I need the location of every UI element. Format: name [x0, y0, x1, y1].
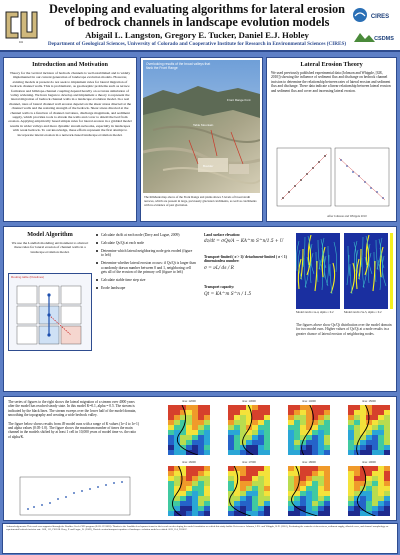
poster-title: Developing and evaluating algorithms for lateral erosion of bedrock channels in landscape evolution models: [48, 2, 346, 29]
svg-text:CSDMS: CSDMS: [374, 36, 394, 42]
acknowledgements: Acknowledgements: This work was supported through the Boulder Creek CZO program (EAR-1331828). Thanks to the Landlab development team for their work on developing the model foundation on which this study builds. References: Johnson, J.P.L. and Whipple, K.X. (2010), Evaluating the controls of shear stress, sediment supply, alluvial cover, and channel morphology on experimental bedrock incision rate. JGR, 115, F02018. Davy, P. and Lague, D. (2009), Fluvial erosion/transport equation of landscape evolution models revisited. JGR, 114, F03007.: [2, 523, 398, 554]
channel-shift-plot: [14, 475, 134, 519]
transport-capacity-equation: Qt = KA^m S^n / 1.5: [204, 291, 252, 297]
results-paragraph-1: The series of figures to the right shows the lateral migration of a stream over 4000 years after the model has reached steady state. In this model K=0.1, alpha = 0.5. The stream is indicated by the black lines. The stream sweeps over the lower half of the model domain, smoothing the topography and creating a wide bedrock valley.: [8, 400, 137, 418]
algorithm-step: Calculate dz/dt at each node (Davy and Lague, 2009): [96, 233, 196, 237]
johnson-whipple-plot: [273, 146, 392, 212]
transport-capacity-label: Transport capacity:: [204, 285, 235, 290]
timestep-label: time: 17000: [242, 461, 256, 464]
cires-logo: [352, 4, 396, 26]
photo-inset-text: Overlooking results of the broad valleys that flank the Front Range: [146, 62, 211, 70]
land-surface-label: Land surface elevation:: [204, 233, 241, 237]
results-panel: [3, 396, 397, 521]
lateral-theory-body: We used previously published experimental data (Johnson and Whipple, [GR, 2010]) showing the influence of sediment flux and discharge on bedrock channel incision to determine the relationship between rates of lateral erosion and sediment flux and discharge. These data indicate a linear relationship between lateral erosion and sediment flux and cover and increasing lateral erosion.: [271, 71, 391, 93]
model-alg-left: [8, 231, 92, 254]
cu-logo: [4, 6, 38, 44]
timestep-frame: [222, 461, 276, 519]
poster-header: [0, 0, 400, 52]
intro-body: Theory for the vertical incision of bedrock channels is well established and is widely implemented in our current generation of landscape evolution models. However, existing models at present do not seek to implement rules for lateral migration of bedrock channel walls. This is problematic, as geomorphic problems such as terrace formation and hillslope-channel coupling depend heavily on accurate simulation of valley widening. We have begun to develop and implement a theory to represent the lateral migration of bedrock channel walls in a landscape evolution model. In a real channel, rates of lateral channel wall erosion depend on the shear stress directed at the channel walls and the resisting strength of the bedrock. Shear stress directed at the channel walls is a function of channel curvature, discharge magnitude, and sediment supply, which provides tools to abrade the walls and cover to shield the bed from erosion. Applying empirically based simple rules for lateral erosion in a gridded model results in wider valleys and more dynamic stream networks, especially in landscapes with weak bedrock. To our knowledge, these efforts represent the first attempt to incorporate lateral erosion in a network-based landscape evolution model.: [8, 71, 132, 137]
timestep-label: time: 16000: [182, 461, 196, 464]
poster-department: Department of Geological Sciences, University of Colorado and Cooperative Institute for Research in Environmental Sciences (CIRES): [47, 41, 347, 47]
timestep-frame: [222, 400, 276, 458]
timestep-frame: [282, 400, 336, 458]
algorithm-step: Calculate Qs/Qt at each node: [96, 241, 196, 245]
timestep-frame: [342, 461, 396, 519]
label-front-range: Front Range front: [227, 98, 251, 102]
transport-label: Transport-limited ( σ > 1)/ detachment-limited ( σ < 1) dimensionless number:: [204, 254, 287, 264]
algorithm-step: Calculate stable time step size: [96, 278, 196, 282]
photo-panel: [140, 57, 263, 222]
results-text: [8, 400, 140, 439]
photo-caption: The hillshade map above of the Front Range and plains shows 3 levels of broad strath terraces, which are present in large, previously glaciated catchments, as well as catchments with no evidence of past glaciation.: [144, 195, 257, 207]
lateral-theory-heading: Lateral Erosion Theory: [300, 61, 363, 68]
model-algorithm-panel: [3, 226, 397, 392]
timestep-frame: [342, 400, 396, 458]
timestep-label: time: 18000: [302, 461, 316, 464]
routing-diagram: [8, 273, 92, 351]
results-paragraph-2: The figure below shows results from 49 model runs with a range of K values (1e-4 to 1e-1) and alpha values (0.05-1.0). The figure shows the maximum number of times the main channel in the models shifted by at least 1 cell in 10,000 years of model time vs. the ratio of alpha/K.: [8, 421, 140, 439]
timestep-label: time: 12000: [182, 400, 196, 403]
model-alg-heading: Model Algorithm: [27, 231, 73, 238]
algorithm-step: Erode landscape: [96, 286, 196, 290]
timestep-frame: [282, 461, 336, 519]
algorithm-step: Determine which lateral neighboring node gets eroded (figure to left): [96, 249, 196, 258]
label-boulder: Boulder: [203, 164, 214, 168]
land-surface-equation: dz/dt = σQs/A − KA^m S^n/1.5 + U: [204, 239, 284, 245]
theory-plot-caption: After Johnson and Whipple 2010: [327, 214, 367, 218]
csdms-logo: [352, 28, 396, 46]
svg-text:CIRES: CIRES: [370, 14, 390, 20]
label-table-mountain: Table Mountain: [193, 123, 214, 127]
model-alg-intro: We use the Landlab modeling environment to abstract these rules for lateral erosion of channel walls in a landscape evolution model.: [11, 241, 89, 254]
lateral-theory-panel: [266, 57, 397, 222]
timestep-label: time: 15000: [362, 400, 376, 403]
qs-panel-body: The figures above show Qs/Qt distribution over the model domain for two model runs. Higher values of Qs/Qt at a node results in a greater chance of lateral erosion of neighboring nodes.: [296, 323, 392, 336]
equations-column: [204, 233, 290, 297]
timestep-frame: [162, 461, 216, 519]
timestep-label: time: 14000: [302, 400, 316, 403]
timestep-label: time: 19000: [362, 461, 376, 464]
svg-text:CU: CU: [18, 40, 24, 44]
intro-heading: Introduction and Motivation: [32, 61, 108, 68]
qs-map-right-label: Model run K=5e-5, alpha = 0.2: [344, 310, 382, 314]
routing-diagram-label: Routing table (Flowlines): [11, 275, 45, 279]
qs-qt-maps: [294, 231, 394, 311]
poster-authors: Abigail L. Langston, Gregory E. Tucker, Daniel E.J. Hobley: [85, 30, 309, 40]
sigma-equation: σ = νL/ ds / R: [204, 265, 234, 271]
timestep-grid: [156, 400, 396, 520]
algorithm-step: Determine whether lateral erosion occurs: if Qs/Qt is larger than a randomly drawn number between 0 and 1, neighboring cell gets all of the erosion of the primary cell (figure to left): [96, 261, 196, 274]
qs-map-left-label: Model run K=1e-4, alpha = 0.2: [296, 310, 334, 314]
algorithm-steps: [96, 233, 196, 294]
timestep-frame: [162, 400, 216, 458]
intro-panel: [3, 57, 137, 222]
timestep-label: time: 13000: [242, 400, 256, 403]
